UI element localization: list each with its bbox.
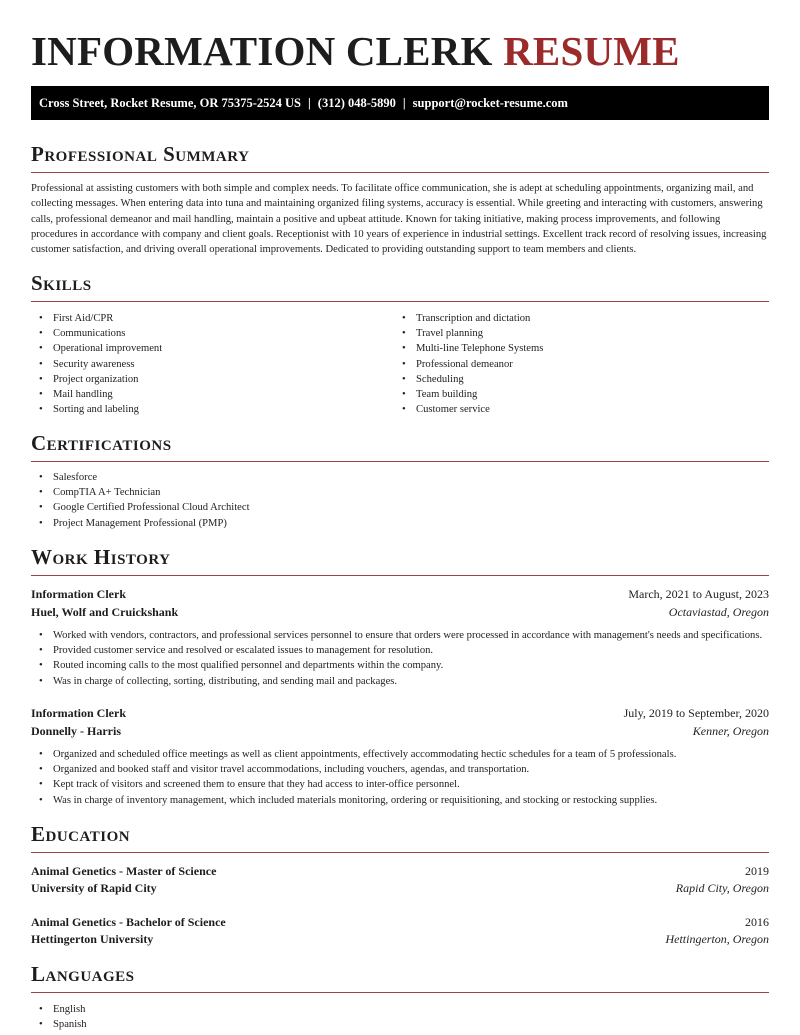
certification-item: • Google Certified Professional Cloud Architect	[31, 500, 250, 515]
skill-item: • Travel planning	[394, 326, 543, 341]
skill-item: • Professional demeanor	[394, 357, 543, 372]
skill-item: • Security awareness	[31, 357, 162, 372]
job-duty-item: • Was in charge of inventory management, which included materials monitoring, ordering or requisitioning, and stocking or restocking supplies.	[31, 793, 676, 808]
education-school: University of Rapid City	[31, 881, 157, 895]
job-duty-item: • Provided customer service and resolved or escalated issues to management for resolution.	[31, 643, 762, 658]
section-title-languages: Languages	[31, 962, 135, 986]
section-title-work-history: Work History	[31, 545, 171, 569]
contact-separator: |	[402, 96, 406, 110]
education-year: 2019	[745, 864, 769, 878]
contact-address: Cross Street, Rocket Resume, OR 75375-2524 US	[39, 96, 302, 110]
section-divider	[31, 172, 769, 173]
section-divider	[31, 575, 769, 576]
job-duty-item: • Kept track of visitors and screened them to ensure that they had access to inter-office personnel.	[31, 777, 676, 792]
education-location: Rapid City, Oregon	[675, 881, 769, 895]
job-dates: March, 2021 to August, 2023	[628, 587, 769, 601]
skill-item: • Scheduling	[394, 372, 543, 387]
certifications-list	[31, 470, 250, 531]
job-location: Octaviastad, Oregon	[668, 605, 769, 619]
skill-item: • Team building	[394, 387, 543, 402]
section-divider	[31, 461, 769, 462]
skill-item: • Mail handling	[31, 387, 162, 402]
education-degree: Animal Genetics - Bachelor of Science	[31, 915, 226, 929]
language-item: • English	[31, 1002, 87, 1017]
resume-title	[31, 28, 680, 74]
section-divider	[31, 992, 769, 993]
job-duty-item: • Worked with vendors, contractors, and professional services personnel to ensure that orders were processed in accordance with management's needs and specifications.	[31, 628, 762, 643]
skill-item: • Project organization	[31, 372, 162, 387]
job-title: Information Clerk	[31, 706, 126, 720]
languages-list	[31, 1002, 87, 1032]
job-title: Information Clerk	[31, 587, 126, 601]
contact-phone: (312) 048-5890	[317, 96, 396, 110]
job-company: Huel, Wolf and Cruickshank	[31, 605, 179, 619]
section-divider	[31, 301, 769, 302]
job-duties-list	[31, 747, 676, 808]
job-duty-item: • Organized and booked staff and visitor travel accommodations, including vouchers, agendas, and transportation.	[31, 762, 676, 777]
certification-item: • CompTIA A+ Technician	[31, 485, 250, 500]
title-name: INFORMATION CLERK	[31, 28, 493, 74]
education-location: Hettingerton, Oregon	[665, 932, 769, 946]
job-duty-item: • Was in charge of collecting, sorting, distributing, and sending mail and packages.	[31, 674, 762, 689]
contact-separator: |	[308, 96, 311, 110]
skills-list-left	[31, 311, 162, 417]
certification-item: • Salesforce	[31, 470, 250, 485]
section-title-skills: Skills	[31, 271, 92, 295]
job-location: Kenner, Oregon	[692, 724, 769, 738]
job-dates: July, 2019 to September, 2020	[623, 706, 769, 720]
skill-item: • Sorting and labeling	[31, 402, 162, 417]
section-divider	[31, 852, 769, 853]
language-item: • Spanish	[31, 1017, 87, 1032]
job-duties-list	[31, 628, 762, 689]
skills-list-right	[394, 311, 543, 417]
section-title-summary: Professional Summary	[31, 142, 250, 166]
summary-text: Professional at assisting customers with both simple and complex needs. To facilitate office communication, she is adept at scheduling appointments, organizing mail, and collecting messages. When entering data into tuna and maintaining organized filing systems, accuracy is essential. While greeting and interacting with customers, answering calls, professional demeanor and mail handling, maintain a positive and upbeat attitude. Known for taking initiative, making process improvements, and following procedures in accordance with company and client goals. Receptionist with 10 years of experience in industrial settings. Excellent track record of resolving issues, increasing customer satisfaction, and driving overall operational improvements. Dedicated to providing outstanding support to team members and clients.	[31, 183, 767, 256]
section-title-education: Education	[31, 822, 131, 846]
skill-item: • First Aid/CPR	[31, 311, 162, 326]
skill-item: • Customer service	[394, 402, 543, 417]
section-title-certifications: Certifications	[31, 431, 172, 455]
education-degree: Animal Genetics - Master of Science	[31, 864, 217, 878]
job-company: Donnelly - Harris	[31, 724, 121, 738]
title-accent: RESUME	[503, 28, 680, 74]
skill-item: • Transcription and dictation	[394, 311, 543, 326]
contact-bar	[31, 86, 769, 120]
education-school: Hettingerton University	[31, 932, 154, 946]
contact-email[interactable]: support@rocket-resume.com	[412, 96, 568, 110]
skill-item: • Communications	[31, 326, 162, 341]
skill-item: • Operational improvement	[31, 341, 162, 356]
certification-item: • Project Management Professional (PMP)	[31, 516, 250, 531]
job-duty-item: • Organized and scheduled office meetings as well as client appointments, effectively accommodating hectic schedules for a team of 5 professionals.	[31, 747, 676, 762]
job-duty-item: • Routed incoming calls to the most qualified personnel and departments within the company.	[31, 658, 762, 673]
education-year: 2016	[745, 915, 769, 929]
skill-item: • Multi-line Telephone Systems	[394, 341, 543, 356]
